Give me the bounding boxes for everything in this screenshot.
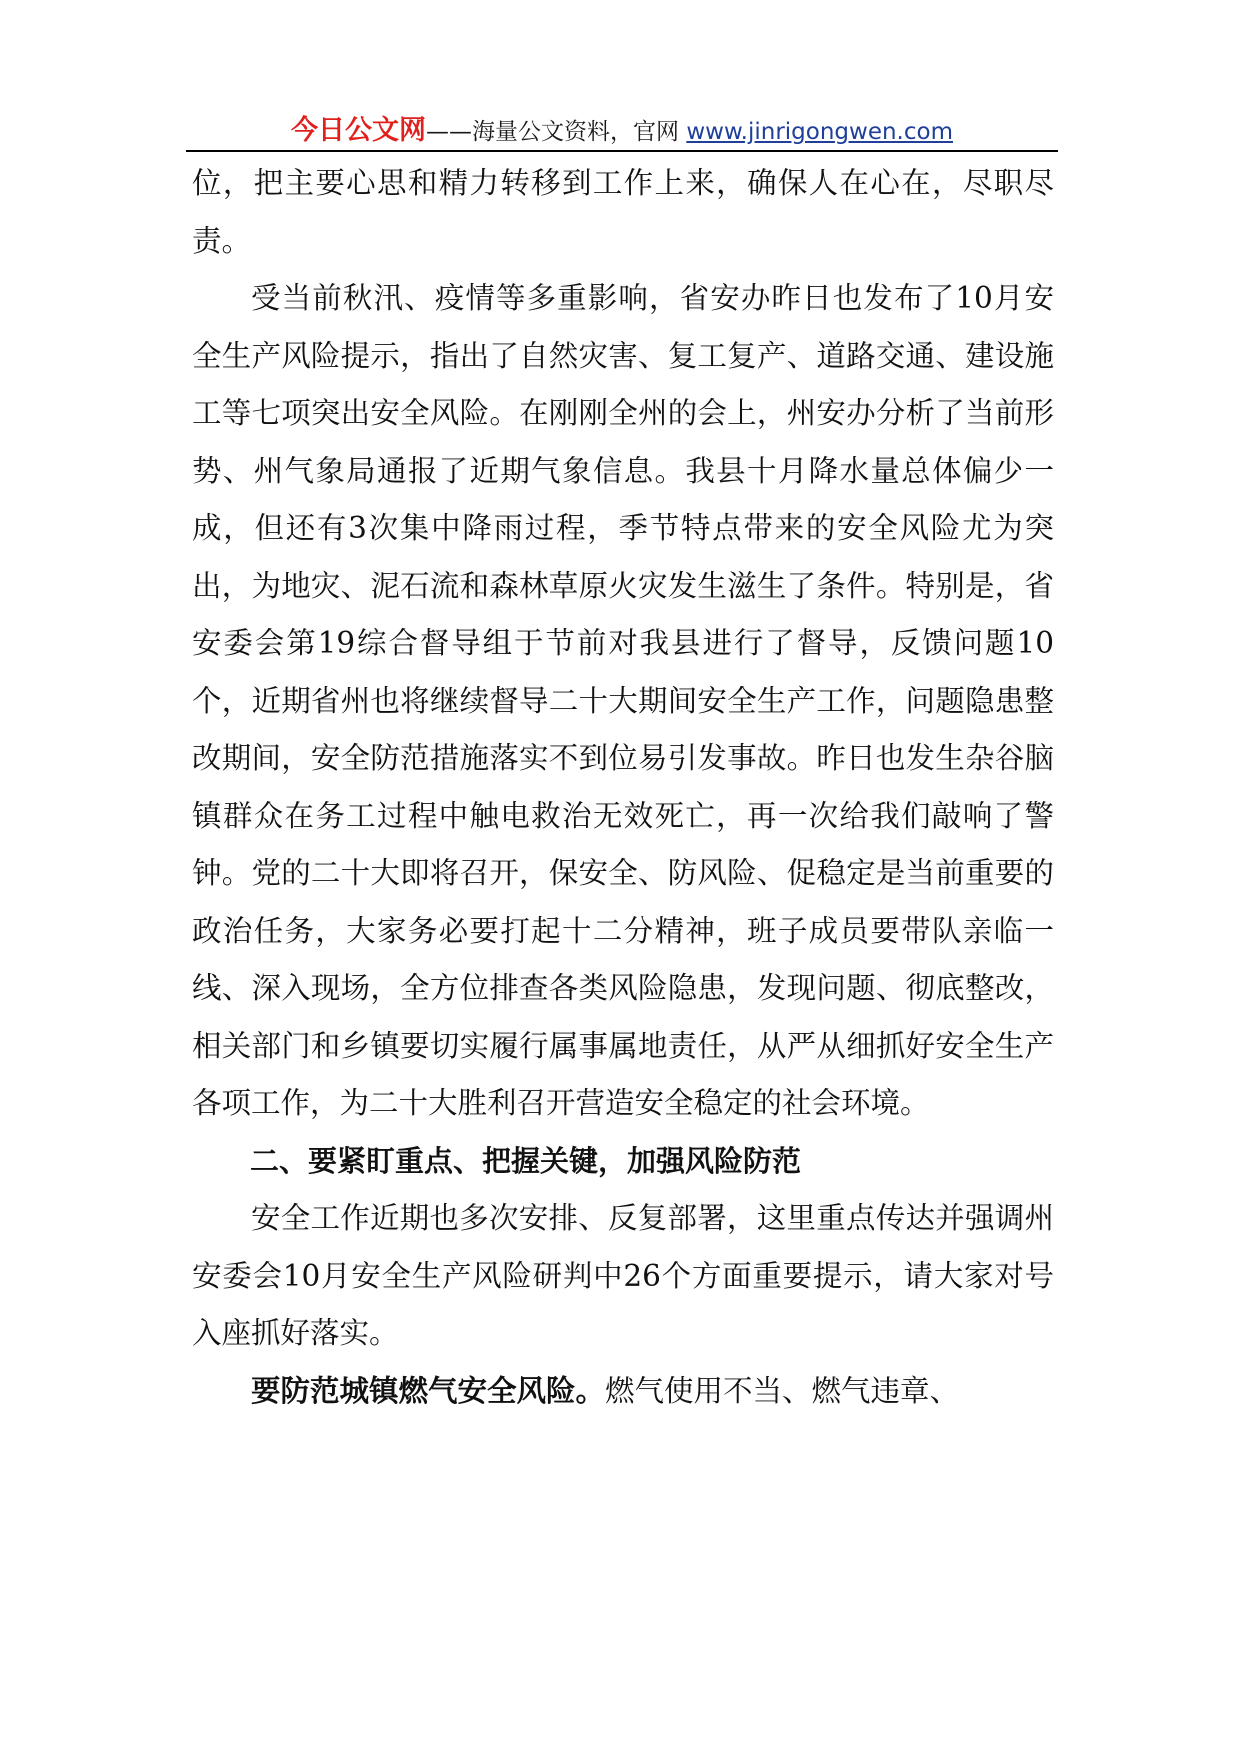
- document-body: [192, 155, 1054, 1420]
- gas-safety-text: 燃气使用不当、燃气违章、: [605, 1373, 960, 1408]
- paragraph-gas-safety: [192, 1363, 1054, 1421]
- brand-name: 今日公文网: [291, 115, 427, 146]
- paragraph-continued: 位，把主要心思和精力转移到工作上来，确保人在心在，尽职尽责。: [192, 166, 1054, 258]
- paragraph-risk-situation: 受当前秋汛、疫情等多重影响，省安办昨日也发布了10月安全生产风险提示，指出了自然灾害、复工复产、道路交通、建设施工等七项突出安全风险。在刚刚全州的会上，州安办分析了当前形势、州气象局通报了近期气象信息。我县十月降水量总体偏少一成，但还有3次集中降雨过程，季节特点带来的安全风险尤为突出，为地灾、泥石流和森林草原火灾发生滋生了条件。特别是，省安委会第19综合督导组于节前对我县进行了督导，反馈问题10个，近期省州也将继续督导二十大期间安全生产工作，问题隐患整改期间，安全防范措施落实不到位易引发事故。昨日也发生杂谷脑镇群众在务工过程中触电救治无效死亡，再一次给我们敲响了警钟。党的二十大即将召开，保安全、防风险、促稳定是当前重要的政治任务，大家务必要打起十二分精神，班子成员要带队亲临一线、深入现场，全方位排查各类风险隐患，发现问题、彻底整改，相关部门和乡镇要切实履行属事属地责任，从严从细抓好安全生产各项工作，为二十大胜利召开营造安全稳定的社会环境。: [192, 281, 1054, 1120]
- header-tagline: ——海量公文资料，官网: [426, 119, 687, 145]
- section-heading: 二、要紧盯重点、把握关键，加强风险防范: [250, 1143, 802, 1178]
- page-header: [186, 108, 1058, 148]
- paragraph-key-reminders: 安全工作近期也多次安排、反复部署，这里重点传达并强调州安委会10月安全生产风险研判中26个方面重要提示，请大家对号入座抓好落实。: [192, 1201, 1054, 1350]
- website-link[interactable]: www.jinrigongwen.com: [686, 119, 953, 145]
- header-divider: [186, 150, 1058, 152]
- gas-safety-lead: 要防范城镇燃气安全风险。: [251, 1373, 606, 1408]
